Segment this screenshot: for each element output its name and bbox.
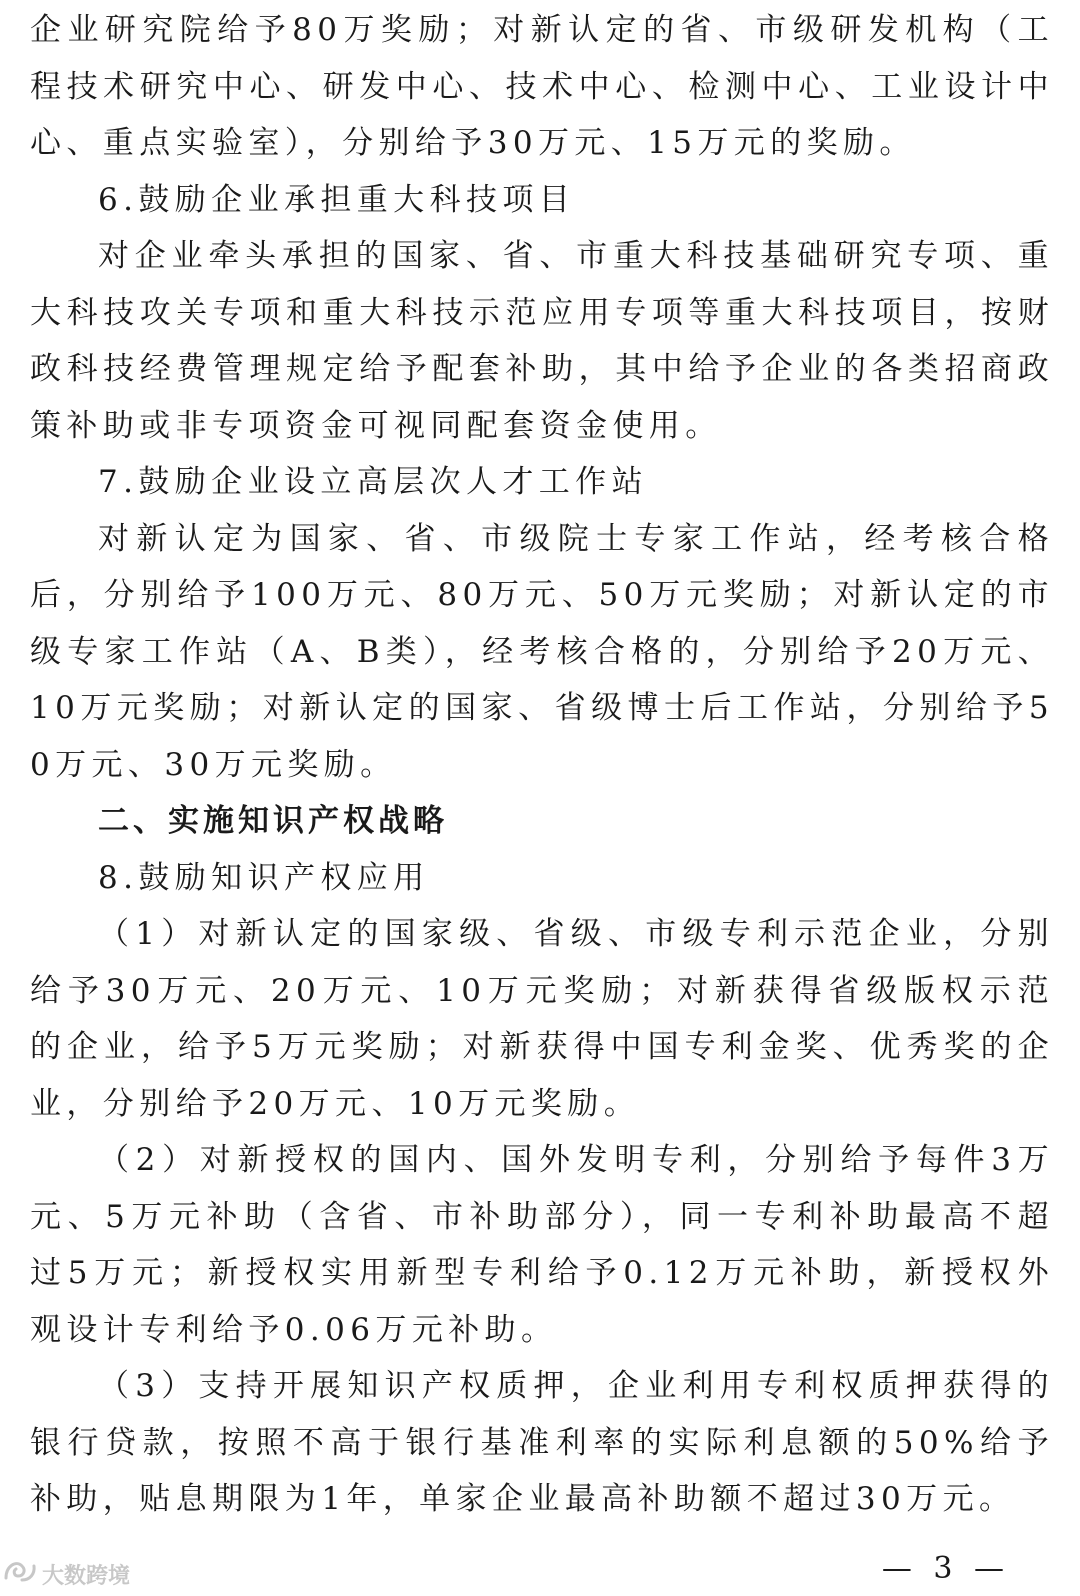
subheading-ip-application: 8.鼓励知识产权应用 [98,859,430,896]
paragraph-ip-item-2: （2）对新授权的国内、国外发明专利，分别给予每件3万元、5万元补助（含省、市补助部分），同一专利补助最高不超过5万元；新授权实用新型专利给予0.12万元补助，新授权外观设计专利给予0.06万元补助。 [30,1142,1054,1348]
section-heading-ip-strategy: 二、实施知识产权战略 [98,803,448,839]
document-body [30,2,1054,1528]
watermark-logo-icon [2,1556,38,1592]
subheading-talent-workstation: 7.鼓励企业设立高层次人才工作站 [98,464,648,500]
page-number: — 3 — [881,1551,1010,1586]
watermark [2,1556,130,1592]
paragraph-ip-item-3: （3）支持开展知识产权质押，企业利用专利权质押获得的银行贷款，按照不高于银行基准利率的实际利息额的50%给予补助，贴息期限为1年，单家企业最高补助额不超过30万元。 [30,1368,1054,1517]
watermark-text: 大数跨境 [42,1563,131,1589]
paragraph-research-institute-awards: 企业研究院给予80万奖励；对新认定的省、市级研发机构（工程技术研究中心、研发中心、技术中心、检测中心、工业设计中心、重点实验室），分别给予30万元、15万元的奖励。 [30,12,1054,161]
paragraph-ip-item-1: （1）对新认定的国家级、省级、市级专利示范企业，分别给予30万元、20万元、10万元奖励；对新获得省级版权示范的企业，给予5万元奖励；对新获得中国专利金奖、优秀奖的企业，分别给予20万元、10万元奖励。 [30,916,1054,1122]
paragraph-talent-workstation: 对新认定为国家、省、市级院士专家工作站，经考核合格后，分别给予100万元、80万元、50万元奖励；对新认定的市级专家工作站（A、B类），经考核合格的，分别给予20万元、10万元奖励；对新认定的国家、省级博士后工作站，分别给予50万元、30万元奖励。 [30,520,1054,783]
paragraph-major-projects: 对企业牵头承担的国家、省、市重大科技基础研究专项、重大科技攻关专项和重大科技示范应用专项等重大科技项目，按财政科技经费管理规定给予配套补助，其中给予企业的各类招商政策补助或非专项资金可视同配套资金使用。 [30,238,1054,444]
subheading-major-projects: 6.鼓励企业承担重大科技项目 [98,181,576,218]
